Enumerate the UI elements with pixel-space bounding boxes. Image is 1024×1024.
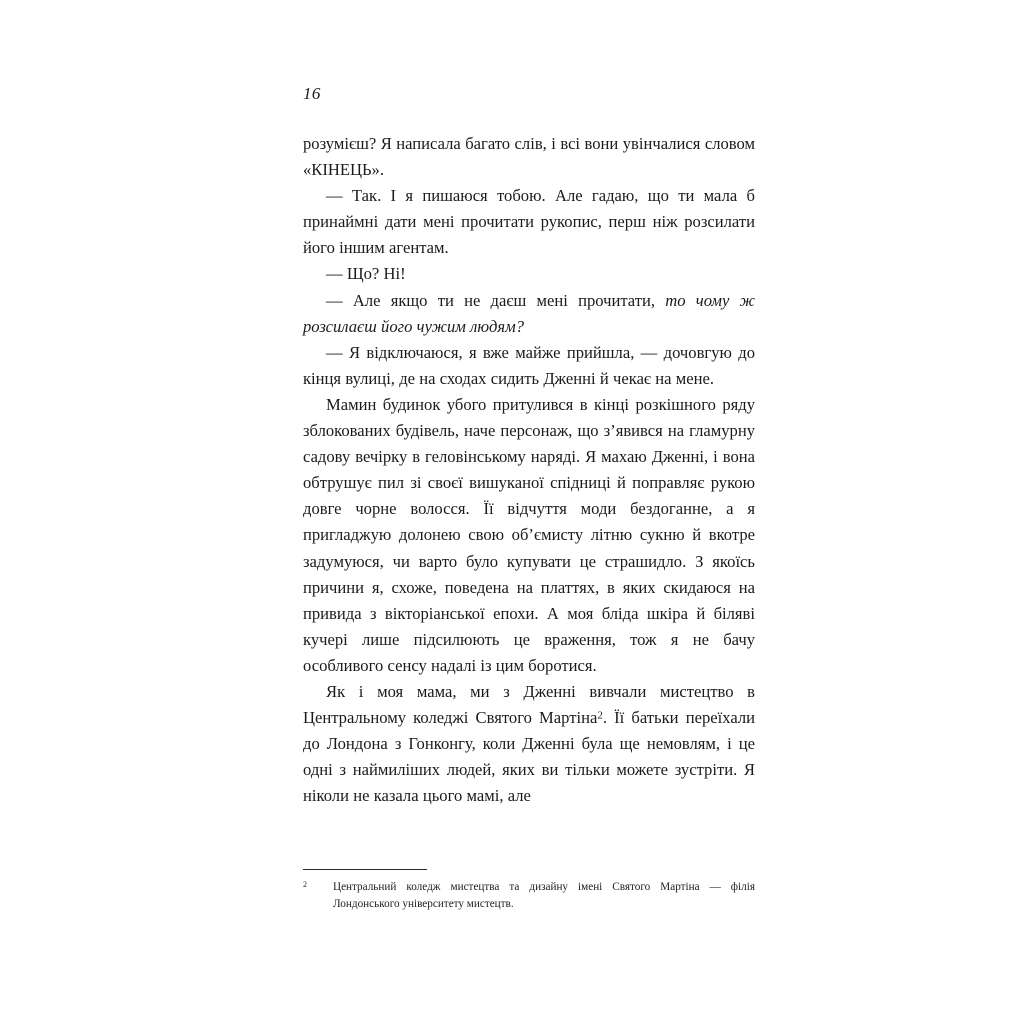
footnote-area: [303, 869, 755, 913]
text-run: . Її батьки переїхали до Лондона з Гонконгу, коли Дженні була ще немовлям, і це одні з наймиліших людей, яких ви тільки можете зустріти. Я ніколи не казала цього мамі, але: [303, 708, 755, 806]
paragraph: [303, 183, 755, 261]
paragraph: [303, 340, 755, 392]
text-run: — Так. І я пишаюся тобою. Але гадаю, що ти мала б принаймні дати мені прочитати рукопис, перш ніж розсилати його іншим агентам.: [303, 186, 755, 258]
paragraph: [303, 288, 755, 340]
footnote-text: Центральний коледж мистецтва та дизайну імені Святого Мартіна — філія Лондонського університету мистецтв.: [333, 881, 755, 910]
text-run: розумієш? Я написала багато слів, і всі вони увінчалися словом «КІНЕЦЬ».: [303, 134, 755, 180]
footnote-separator-rule: [303, 869, 427, 870]
emphasis-text-run: то чому ж розсилаєш його чужим людям?: [303, 290, 755, 336]
paragraph: [303, 131, 755, 183]
text-run: Як і моя мама, ми з Дженні вивчали мистецтво в Центральному коледжі Святого Мартіна: [303, 681, 755, 728]
text-run: — Що? Ні!: [326, 264, 406, 284]
page-number: 16: [303, 84, 321, 103]
footnote-reference-marker[interactable]: 2: [597, 709, 603, 722]
paragraph: [303, 261, 755, 287]
paragraph: [303, 392, 755, 679]
paragraph: [303, 679, 755, 809]
footnote-item: [303, 879, 755, 913]
body-text-column: [303, 131, 755, 809]
text-run: Мамин будинок убого притулився в кінці розкішного ряду зблокованих будівель, наче персонаж, що з’явився на гламурну садову вечірку в геловінському наряді. Я махаю Дженні, і вона обтрушує пил зі своєї вишуканої спідниці й поправляє рукою довге чорне волосся. Її відчуття моди бездоганне, а я пригладжую долонею свою об’ємисту літню сукню й вкотре задумуюся, чи варто було купувати це страшидло. З якоїсь причини я, схоже, поведена на платтях, в яких скидаюся на привида з вікторіанської епохи. А моя бліда шкіра й біляві кучері лише підсилюють це враження, тож я не бачу особливого сенсу надалі із цим боротися.: [303, 394, 755, 675]
footnote-number: 2: [303, 880, 307, 889]
text-run: — Але якщо ти не даєш мені прочитати,: [326, 290, 666, 310]
text-run: — Я відключаюся, я вже майже прийшла, — дочовгую до кінця вулиці, де на сходах сидить Дженні й чекає на мене.: [303, 342, 755, 388]
